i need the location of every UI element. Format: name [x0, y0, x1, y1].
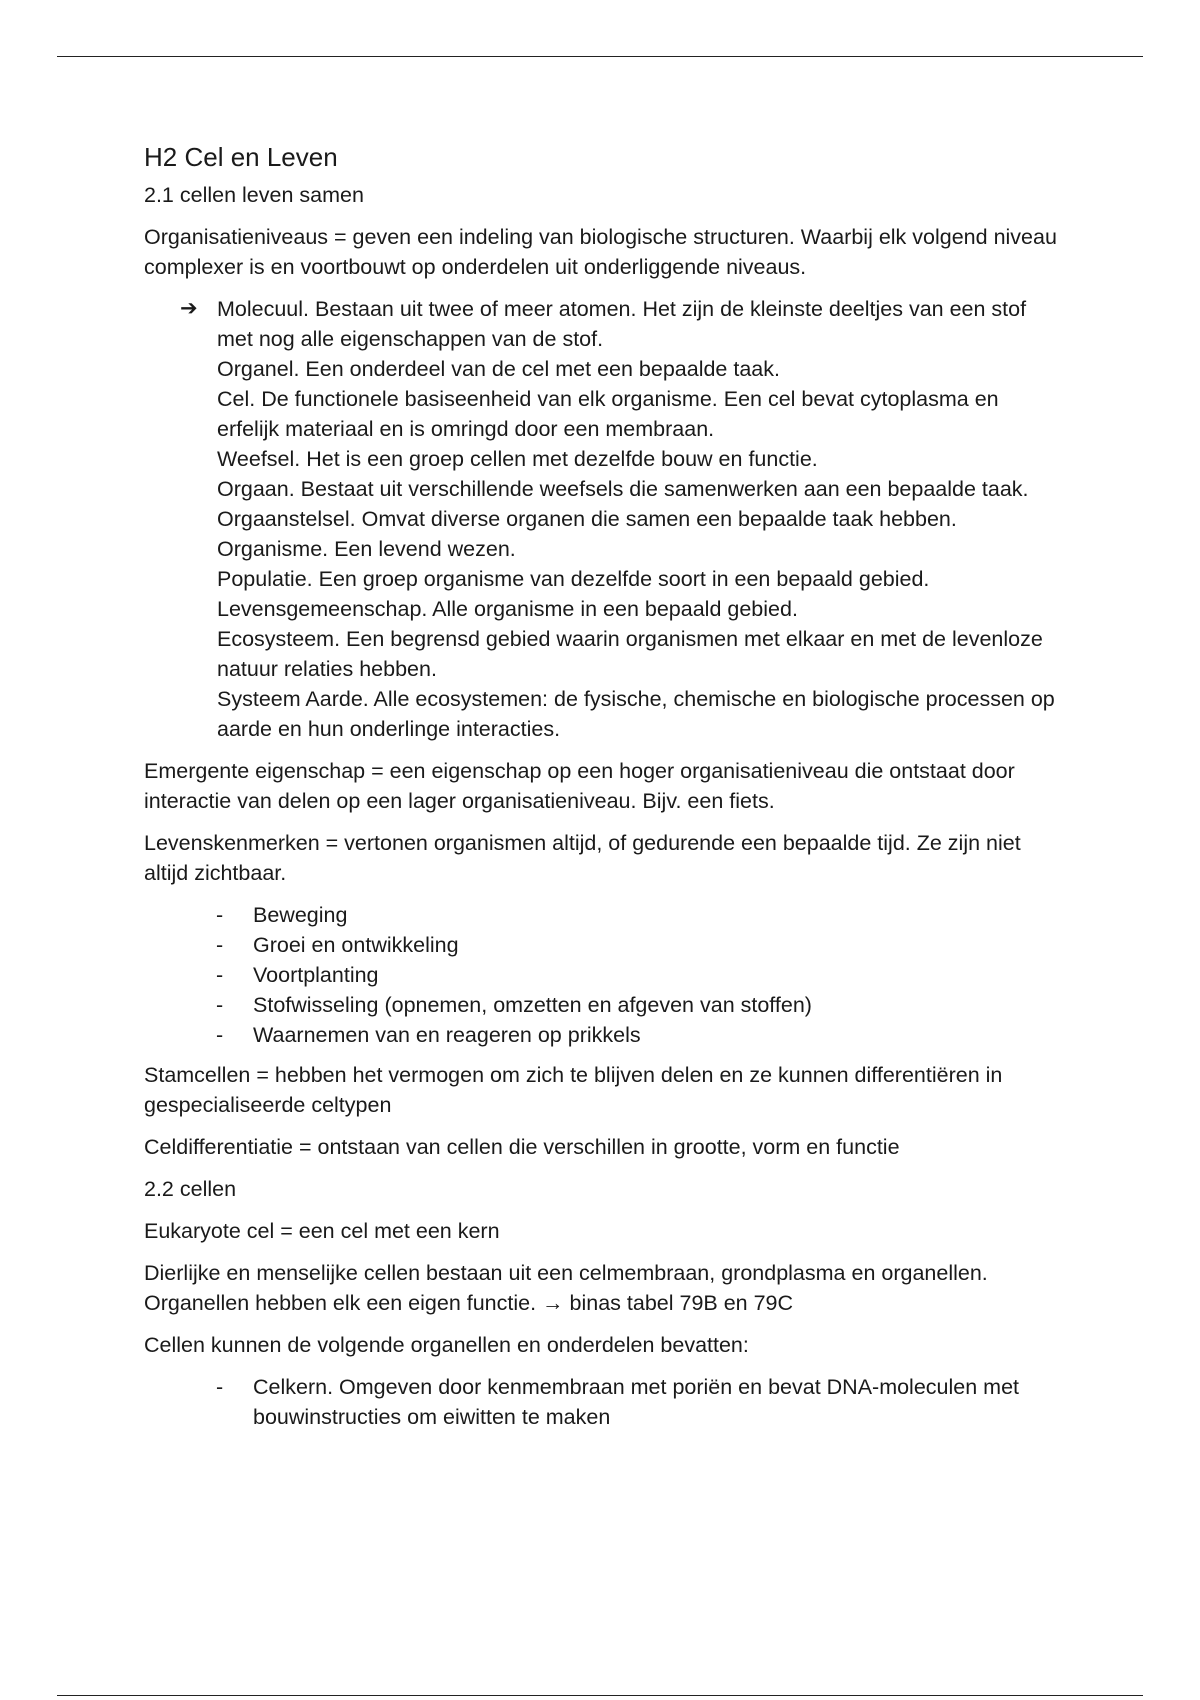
level-item: Organel. Een onderdeel van de cel met een bepaalde taak.: [217, 357, 780, 381]
paragraph-levenskenmerken: Levenskenmerken = vertonen organismen altijd, of gedurende een bepaalde tijd. Ze zijn niet altijd zichtbaar.: [144, 831, 1021, 885]
paragraph-organisatieniveaus: Organisatieniveaus = geven een indeling van biologische structuren. Waarbij elk volgend niveau complexer is en voortbouwt op onderdelen uit onderliggende niveaus.: [144, 225, 1057, 279]
organellen-list: [144, 1372, 1064, 1432]
paragraph-stamcellen: Stamcellen = hebben het vermogen om zich te blijven delen en ze kunnen differentiëren in gespecialiseerde celtypen: [144, 1063, 1003, 1117]
dash-icon: -: [216, 993, 224, 1017]
level-item: Molecuul. Bestaan uit twee of meer atomen. Het zijn de kleinste deeltjes van een stof met nog alle eigenschappen van de stof.: [217, 297, 1027, 351]
level-item: Weefsel. Het is een groep cellen met dezelfde bouw en functie.: [217, 447, 818, 471]
paragraph-cellen-kunnen: Cellen kunnen de volgende organellen en onderdelen bevatten:: [144, 1333, 749, 1357]
dash-icon: -: [216, 903, 224, 927]
header-rule: [57, 56, 1143, 57]
list-item: - Waarnemen van en reageren op prikkels: [144, 1020, 1064, 1050]
document-body: [144, 140, 1064, 1442]
paragraph-dierlijke: Dierlijke en menselijke cellen bestaan uit een celmembraan, grondplasma en organellen. Organellen hebben elk een eigen functie. → binas tabel 79B en 79C: [144, 1261, 988, 1315]
dash-icon: -: [216, 933, 224, 957]
level-item: Levensgemeenschap. Alle organisme in een bepaald gebied.: [217, 597, 798, 621]
list-item: - Stofwisseling (opnemen, omzetten en afgeven van stoffen): [144, 990, 1064, 1020]
page-title: H2 Cel en Leven: [144, 142, 338, 172]
level-item: Systeem Aarde. Alle ecosystemen: de fysische, chemische en biologische processen op aarde en hun onderlinge interacties.: [217, 687, 1055, 741]
dash-icon: -: [216, 1375, 224, 1399]
list-item: - Groei en ontwikkeling: [144, 930, 1064, 960]
level-item: Ecosysteem. Een begrensd gebied waarin organismen met elkaar en met de levenloze natuur relaties hebben.: [217, 627, 1043, 681]
arrow-right-icon: →: [542, 1291, 564, 1315]
level-item: Populatie. Een groep organisme van dezelfde soort in een bepaald gebied.: [217, 567, 930, 591]
list-item: - Celkern. Omgeven door kenmembraan met poriën en bevat DNA-moleculen met bouwinstructies om eiwitten te maken: [144, 1372, 1064, 1432]
list-item: - Beweging: [144, 900, 1064, 930]
section-heading-2-2: 2.2 cellen: [144, 1177, 237, 1201]
arrow-right-icon: ➔: [180, 297, 198, 320]
level-item: Orgaan. Bestaat uit verschillende weefsels die samenwerken aan een bepaalde taak.: [217, 477, 1029, 501]
level-item: Orgaanstelsel. Omvat diverse organen die samen een bepaalde taak hebben.: [217, 507, 957, 531]
section-heading-2-1: 2.1 cellen leven samen: [144, 183, 364, 207]
level-item: Organisme. Een levend wezen.: [217, 537, 516, 561]
levels-list: [144, 294, 1064, 744]
paragraph-emergente: Emergente eigenschap = een eigenschap op een hoger organisatieniveau die ontstaat door interactie van delen op een lager organisatieniveau. Bijv. een fiets.: [144, 759, 1015, 813]
paragraph-eukaryote: Eukaryote cel = een cel met een kern: [144, 1219, 500, 1243]
footer-rule: [57, 1695, 1143, 1696]
dash-icon: -: [216, 963, 224, 987]
level-item: Cel. De functionele basiseenheid van elk organisme. Een cel bevat cytoplasma en erfelijk materiaal en is omringd door een membraan.: [217, 387, 999, 441]
paragraph-celdifferentiatie: Celdifferentiatie = ontstaan van cellen die verschillen in grootte, vorm en functie: [144, 1135, 900, 1159]
list-item: - Voortplanting: [144, 960, 1064, 990]
dash-icon: -: [216, 1023, 224, 1047]
kenmerken-list: [144, 900, 1064, 1050]
